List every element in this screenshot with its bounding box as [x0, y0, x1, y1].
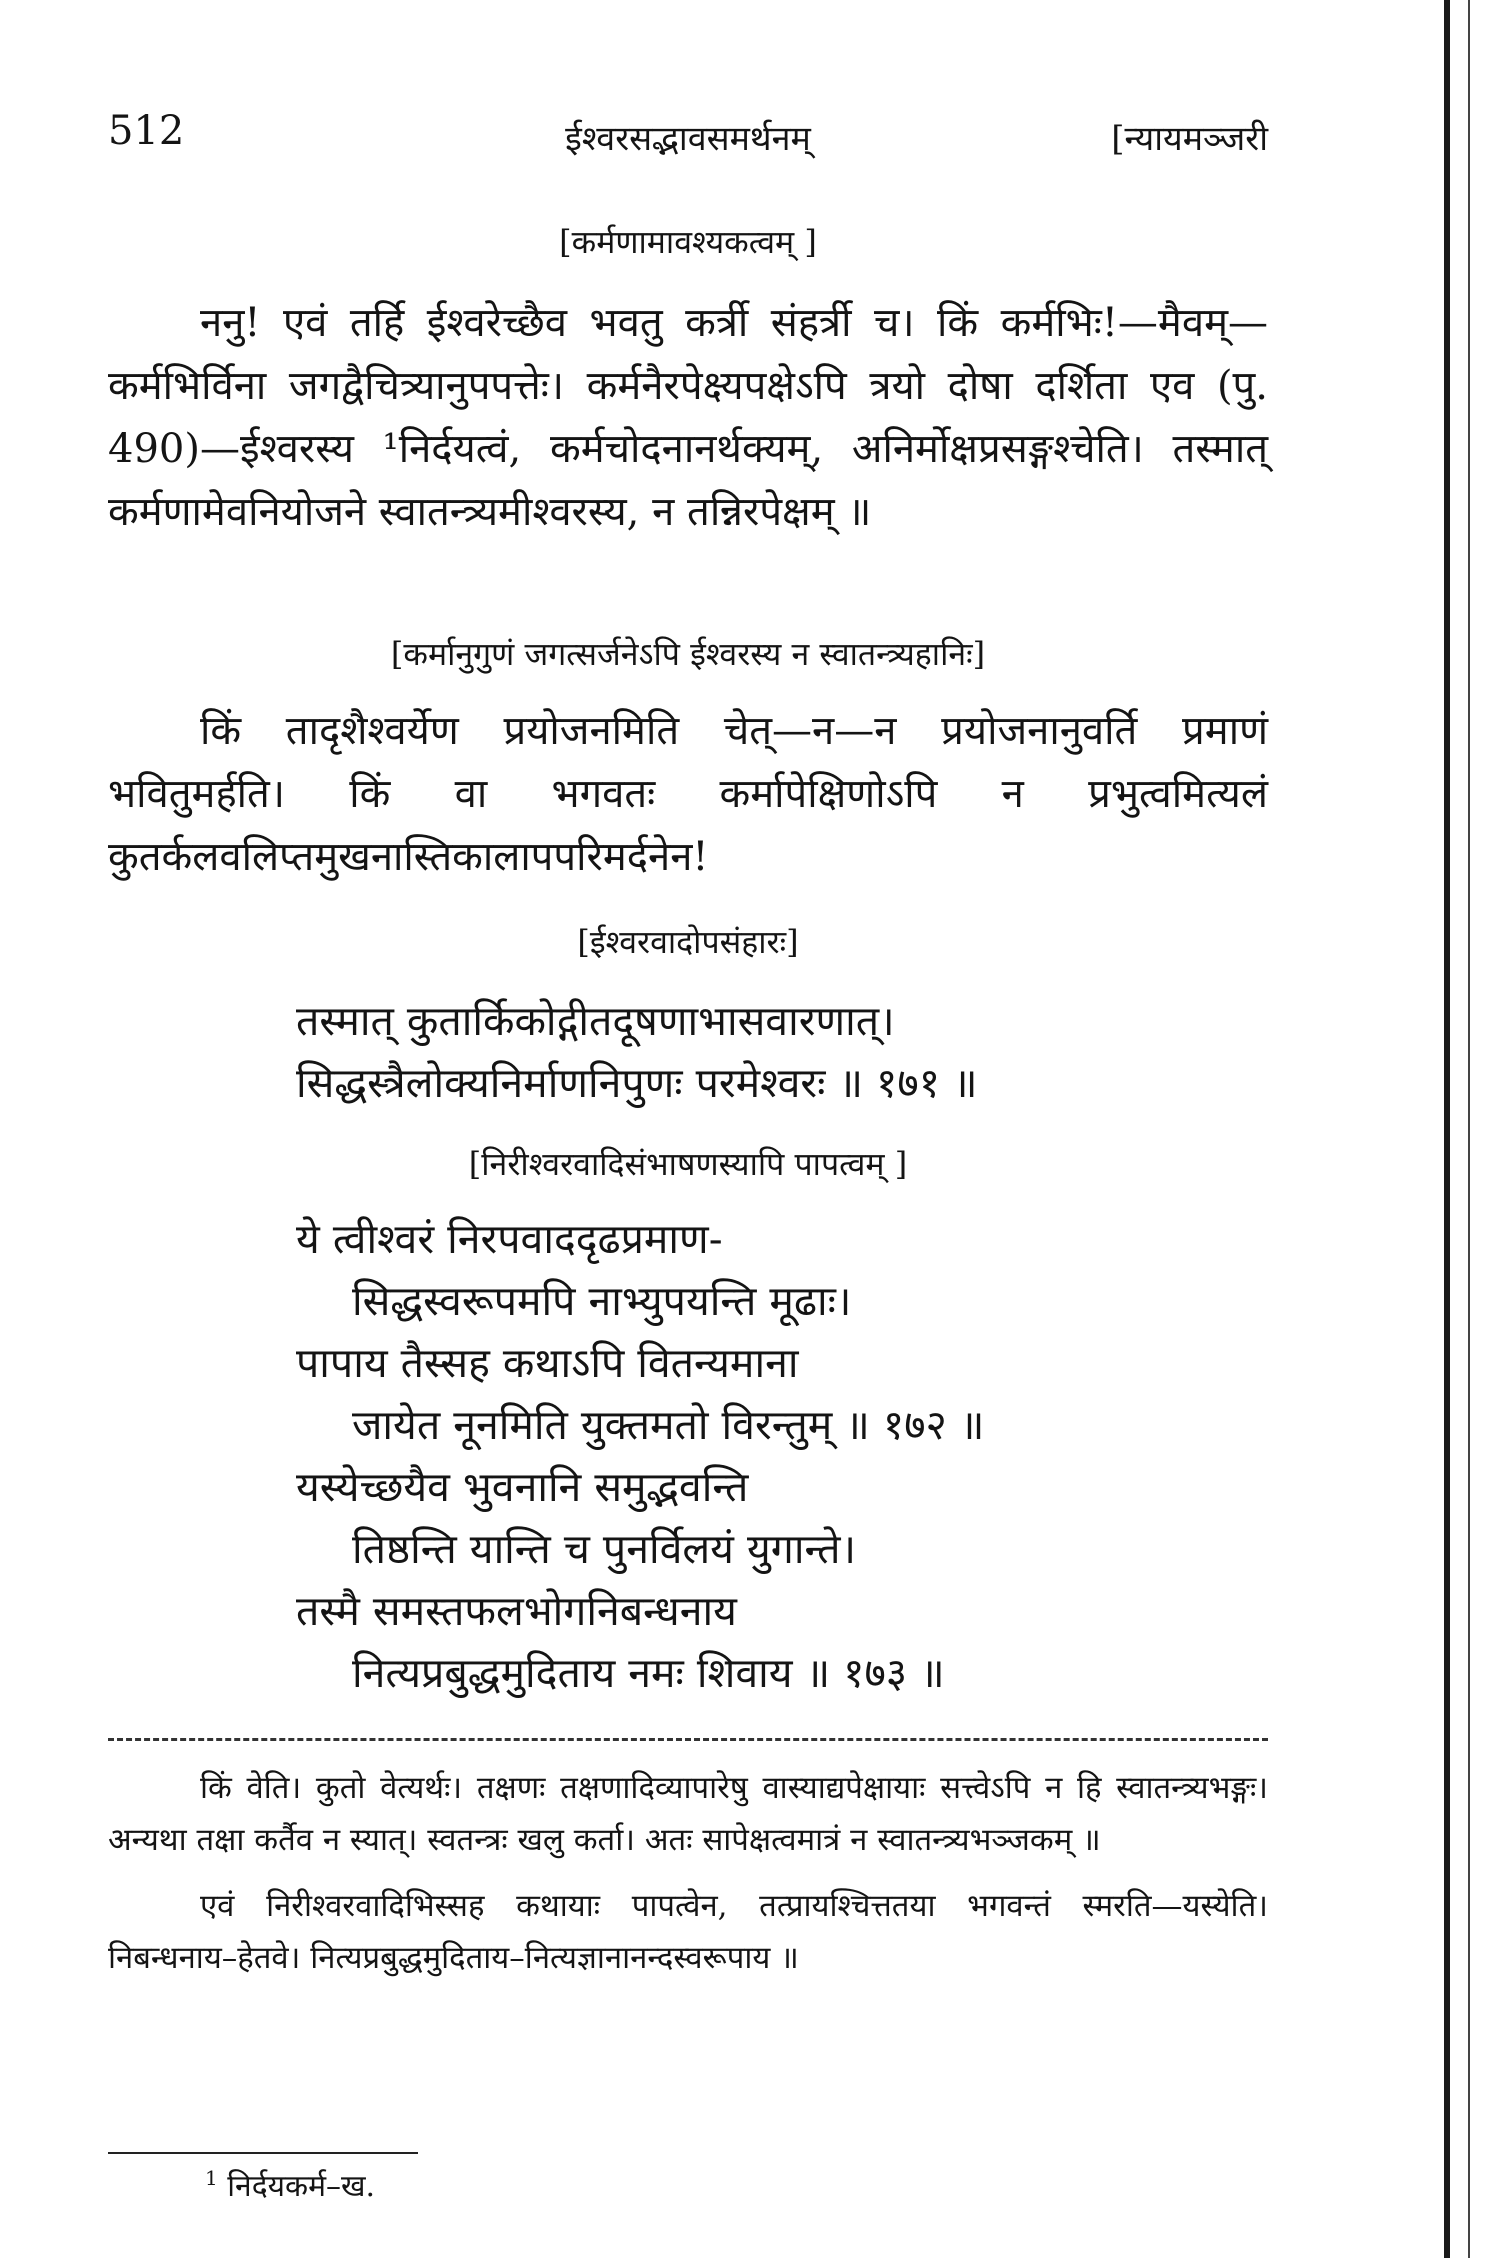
verse-line: तिष्ठन्ति यान्ति च पुनर्विलयं युगान्ते।: [352, 1525, 856, 1573]
commentary: [108, 1762, 1268, 1984]
section-heading: [ईश्वरवादोपसंहारः]: [577, 923, 799, 961]
paragraph: [108, 292, 1268, 544]
footnote-mark: 1: [205, 2166, 218, 2190]
verse-line: नित्यप्रबुद्धमुदिताय नमः शिवाय ॥ १७३ ॥: [352, 1649, 945, 1697]
page-header: [108, 108, 1268, 168]
verse-line: सिद्धस्त्रैलोक्यनिर्माणनिपुणः परमेश्वरः ॥ १७१ ॥: [296, 1059, 978, 1107]
section-heading: [कर्मानुगुणं जगत्सर्जनेऽपि ईश्वरस्य न स्वातन्त्र्यहानिः]: [390, 635, 986, 673]
verse-line: सिद्धस्वरूपमपि नाभ्युपयन्ति मूढाः।: [352, 1277, 852, 1325]
verse-line: यस्येच्छयैव भुवनानि समुद्भवन्ति: [296, 1463, 749, 1511]
footnote-divider: [108, 2152, 418, 2154]
page-binding-edge-outer: [1468, 0, 1470, 2258]
footnote: [205, 2164, 375, 2205]
book-title: [न्यायमञ्जरी: [1111, 119, 1268, 159]
footnote-text: निर्दयकर्म–ख.: [227, 2169, 376, 2204]
verse-line: तस्मै समस्तफलभोगनिबन्धनाय: [296, 1587, 737, 1635]
section-heading: [निरीश्वरवादिसंभाषणस्यापि पापत्वम् ]: [468, 1145, 908, 1183]
commentary-paragraph: किं वेति। कुतो वेत्यर्थः। तक्षणः तक्षणादिव्यापारेषु वास्याद्यपेक्षायाः सत्त्वेऽपि न हि स्वातन्त्र्यभङ्गः। अन्यथा तक्षा कर्तैव न स्यात्। स्वतन्त्रः खलु कर्ता। अतः सापेक्षत्वमात्रं न स्वातन्त्र्यभञ्जकम् ॥: [108, 1770, 1268, 1858]
section-heading: [कर्मणामावश्यकत्वम् ]: [559, 223, 817, 261]
verse-line: पापाय तैस्सह कथाऽपि वितन्यमाना: [296, 1339, 799, 1387]
paragraph-text: ननु! एवं तर्हि ईश्वरेच्छैव भवतु कर्त्री संहर्त्री च। किं कर्मभिः!—मैवम्—कर्मभिर्विना जगद्वैचित्र्यानुपपत्तेः। कर्मनैरपेक्ष्यपक्षेऽपि त्रयो दोषा दर्शिता एव (पु. 490)—ईश्वरस्य ¹निर्दयत्वं, कर्मचोदनानर्थक्यम्, अनिर्मोक्षप्रसङ्गश्चेति। तस्मात् कर्मणामेवनियोजने स्वातन्त्र्यमीश्वरस्य, न तन्निरपेक्षम् ॥: [108, 300, 1268, 535]
verse-line: तस्मात् कुतार्किकोद्गीतदूषणाभासवारणात्।: [296, 997, 895, 1045]
running-title: ईश्वरसद्भावसमर्थनम्: [565, 119, 811, 159]
commentary-divider: [108, 1738, 1268, 1741]
paragraph-text: किं तादृशैश्वर्येण प्रयोजनमिति चेत्—न—न प्रयोजनानुवर्ति प्रमाणं भवितुमर्हति। किं वा भगवतः कर्मापेक्षिणोऽपि न प्रभुत्वमित्यलं कुतर्कलवलिप्तमुखनास्तिकालापपरिमर्दनेन!: [108, 708, 1268, 880]
paragraph: [108, 700, 1268, 889]
commentary-paragraph: एवं निरीश्वरवादिभिस्सह कथायाः पापत्वेन, तत्प्रायश्चित्ततया भगवन्तं स्मरति—यस्येति। निबन्धनाय–हेतवे। नित्यप्रबुद्धमुदिताय–नित्यज्ञानानन्दस्वरूपाय ॥: [108, 1888, 1268, 1976]
verse-line: ये त्वीश्वरं निरपवाददृढप्रमाण-: [296, 1215, 723, 1263]
page-binding-edge: [1444, 0, 1450, 2258]
verse-line: जायेत नूनमिति युक्तमतो विरन्तुम् ॥ १७२ ॥: [352, 1401, 985, 1449]
page-number: 512: [108, 108, 185, 154]
